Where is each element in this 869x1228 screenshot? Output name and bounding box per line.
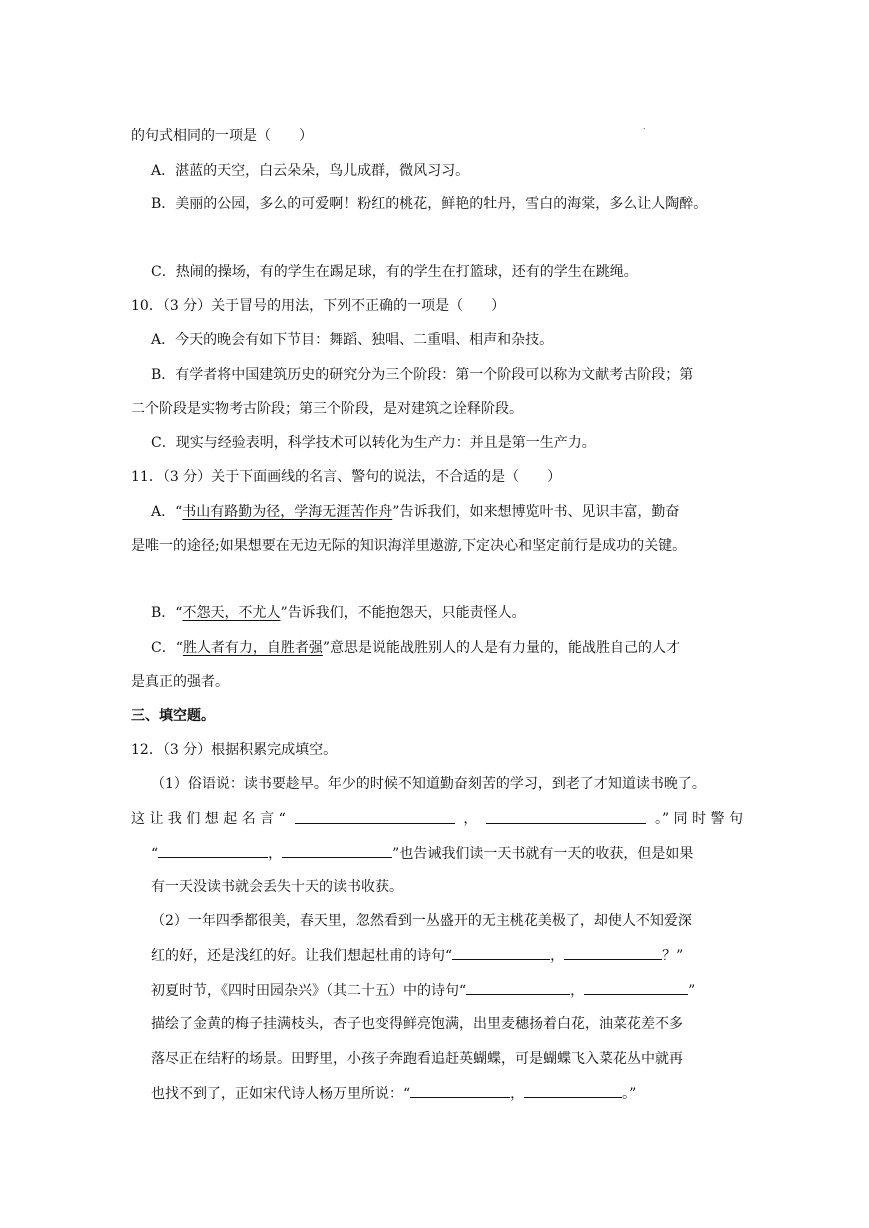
q11-option-b-text: ”告诉我们，不能抱怨天，只能责怪人。: [280, 605, 526, 621]
q12-p2-text-d: 也找不到了，正如宋代诗人杨万里所说：“: [151, 1086, 411, 1102]
q11-stem: 11．（3 分）关于下面画线的名言、警句的说法，不合适的是（ ）: [131, 469, 562, 485]
q12-part1-line1: （1）俗语说：读书要趁早。年少的时候不知道勤奋刻苦的学习，到老了才知道读书晚了。: [151, 776, 706, 792]
q12-p2-end: 。”: [622, 1086, 637, 1102]
q12-p2-comma-1: ，: [550, 948, 565, 964]
q11-option-a-quote: 书山有路勤为径，学海无涯苦作舟: [182, 504, 393, 520]
section-heading: 三、填空题。: [131, 708, 215, 724]
q11-option-b-prefix: B．“: [151, 605, 183, 621]
q9-option-c: C．热闹的操场，有的学生在踢足球，有的学生在打篮球，还有的学生在跳绳。: [151, 264, 638, 280]
answer-blank-10[interactable]: [524, 1083, 622, 1098]
page-mark: .: [643, 122, 646, 131]
q10-option-b-line2: 二个阶段是实物考古阶段；第三个阶段，是对建筑之诠释阶段。: [131, 401, 523, 417]
q10-option-a: A．今天的晚会有如下节目：舞蹈、独唱、二重唱、相声和杂技。: [151, 332, 554, 348]
q12-part2-line4: 描绘了金黄的梅子挂满枝头，杏子也变得鲜亮饱满，出里麦穗扬着白花，油菜花差不多: [151, 1016, 683, 1032]
q12-part2-line2: [151, 945, 683, 966]
q12-p1-text-c: 。” 同 时 警 句: [655, 811, 743, 827]
q12-p1-comma-1: ，: [463, 811, 478, 827]
q12-part2-line3: [151, 980, 695, 1001]
q12-p1-text-a: 这 让 我 们 想 起 名 言 “: [131, 811, 286, 827]
q10-stem: 10．（3 分）关于冒号的用法，下列不正确的一项是（ ）: [131, 298, 506, 314]
answer-blank-4[interactable]: [282, 843, 392, 858]
q12-p2-close-quote: ”: [688, 983, 696, 999]
q11-option-b: [151, 603, 526, 623]
q11-option-c-quote: 胜人者有力，自胜者强: [182, 640, 323, 656]
q12-p1-open-quote: “: [151, 846, 159, 862]
q9-option-b: B．美丽的公园，多么的可爱啊！粉红的桃花，鲜艳的牡丹，雪白的海棠，多么让人陶醉。: [151, 196, 708, 212]
q12-p2-text-b: ？”: [662, 948, 684, 964]
answer-blank-8[interactable]: [584, 980, 688, 995]
q12-part2-line1: （2）一年四季都很美，春天里，忽然看到一丛盛开的无主桃花美极了，却使人不知爱深: [151, 913, 692, 929]
q12-part2-line6: [151, 1083, 636, 1104]
answer-blank-5[interactable]: [452, 945, 550, 960]
q12-stem: 12．（3 分）根据积累完成填空。: [131, 742, 338, 758]
q12-p2-comma-2: ，: [570, 983, 585, 999]
q12-part1-line3: [151, 843, 693, 864]
q12-part2-line5: 落尽正在结籽的场景。田野里，小孩子奔跑看追赶英蝴蝶，可是蝴蝶飞入菜花丛中就再: [151, 1051, 683, 1067]
q12-part1-line4: 有一天没读书就会丢失十天的读书收获。: [151, 879, 403, 895]
q11-option-a-line1: [151, 502, 679, 522]
q11-option-a-text: ”告诉我们，如来想博览叶书、见识丰富，勤奋: [392, 504, 680, 520]
answer-blank-1[interactable]: [295, 809, 455, 824]
q11-option-b-quote: 不怨天，不尤人: [182, 605, 281, 621]
q10-option-c: C．现实与经验表明，科学技术可以转化为生产力：并且是第一生产力。: [151, 435, 596, 451]
q12-p2-text-c: 初夏时节，《四时田园杂兴》（其二十五）中的诗句“: [151, 983, 467, 999]
answer-blank-9[interactable]: [410, 1083, 510, 1098]
q12-part1-line2: [131, 809, 743, 829]
answer-blank-7[interactable]: [466, 980, 570, 995]
q10-option-b-line1: B．有学者将中国建筑历史的研究分为三个阶段：第一个阶段可以称为文献考古阶段；第: [151, 367, 694, 383]
q11-option-a-prefix: A．“: [151, 504, 183, 520]
q11-option-c-line1: [151, 638, 680, 658]
answer-blank-3[interactable]: [158, 843, 268, 858]
q12-p2-comma-3: ，: [510, 1086, 525, 1102]
q11-option-c-text: ”意思是说能战胜别人的人是有力量的，能战胜自己的人才: [322, 640, 681, 656]
answer-blank-2[interactable]: [486, 809, 646, 824]
q9-option-a: A．湛蓝的天空，白云朵朵，鸟儿成群，微风习习。: [151, 163, 470, 179]
q11-option-a-line2: 是唯一的途径;如果想要在无边无际的知识海洋里遨游,下定决心和坚定前行是成功的关键。: [131, 538, 687, 554]
q12-p1-comma-2: ，: [268, 846, 283, 862]
q9-stem-tail: 的句式相同的一项是（ ）: [131, 128, 313, 144]
answer-blank-6[interactable]: [564, 945, 662, 960]
q12-p1-text-d: ”也告诫我们读一天书就有一天的收获，但是如果: [392, 846, 694, 862]
q12-p2-text-a: 红的好，还是浅红的好。让我们想起杜甫的诗句“: [151, 948, 453, 964]
q11-option-c-prefix: C．“: [151, 640, 183, 656]
q11-option-c-line2: 是真正的强者。: [131, 674, 229, 690]
